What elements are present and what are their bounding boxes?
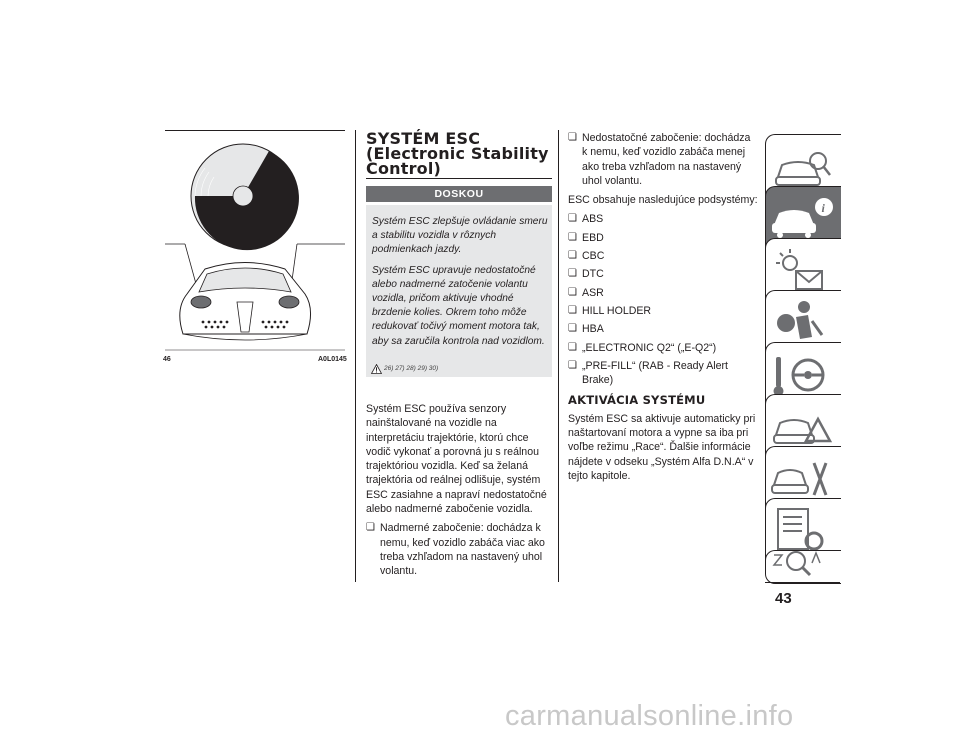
title-line-1: SYSTÉM ESC [366, 129, 481, 148]
subsystem-item: ❏ EBD [568, 231, 758, 245]
notice-paragraph-2: Systém ESC upravuje nedostatočné alebo nadmerné zatočenie volantu vozidla, pričom aktivuje vhodné brzdenie kolies. Okrem toho môže redukovať točivý moment motora tak, aby sa zaručila kontrola nad vozidlom. [372, 264, 545, 347]
subsystem-item: ❏ ASR [568, 286, 758, 300]
notice-references: 26) 27) 28) 29) 30) [384, 365, 439, 372]
figure-number: 46 [163, 356, 171, 363]
oversteer-bullet: ❏ Nadmerné zabočenie: dochádza k nemu, keď vozidlo zabáča viac ako treba vzhľadom na nastavený uhol volantu. [366, 521, 552, 578]
watermark: carmanualsonline.info [505, 700, 794, 732]
alphabet-index-icon [766, 551, 836, 583]
notice-text [372, 215, 550, 355]
subsystem-item: ❏ HILL HOLDER [568, 304, 758, 318]
esc-intro-paragraph: Systém ESC používa senzory nainštalované na vozidle na interpretáciu trajektórie, ktorú chce vodič vykonať a porovná ju s reálnou trajektóriou vozidla. Keď sa želaná trajektória od reálnej odlišuje, systém ESC zasiahne a napraví nedostatočné alebo nadmerné zabočenie vozidla. [366, 403, 547, 516]
warning-triangle-icon [371, 364, 382, 374]
title-line-3: Control) [366, 159, 442, 178]
subsystem-item: ❏ CBC [568, 249, 758, 263]
subsystem-item: ❏ „PRE-FILL“ (RAB - Ready Alert Brake) [568, 359, 758, 388]
column-divider-right [558, 130, 559, 582]
right-body [568, 131, 758, 488]
page-number: 43 [775, 590, 792, 607]
tab-index[interactable] [765, 550, 841, 584]
activation-heading: AKTIVÁCIA SYSTÉMU [568, 393, 706, 408]
activation-paragraph: Systém ESC sa aktivuje automaticky pri naštartovaní motora a vypne sa iba pri voľbe režimu „Race“. Ďalšie informácie nájdete v odseku „Systém Alfa D.N.A“ v tejto kapitole. [568, 412, 756, 482]
title-rule [366, 178, 552, 179]
section-title [366, 131, 552, 176]
subsystem-item: ❏ DTC [568, 267, 758, 281]
notice-paragraph-1: Systém ESC zlepšuje ovládanie smeru a stabilitu vozidla v rôznych podmienkach jazdy. [372, 216, 548, 256]
column-divider-left [355, 130, 356, 582]
figure-code: A0L0145 [318, 356, 347, 363]
notice-heading: DOSKOU [366, 186, 552, 202]
svg-text:i: i [821, 201, 825, 215]
title-line-2: (Electronic Stability [366, 144, 549, 163]
middle-body [366, 402, 552, 583]
figure-top-rule [165, 130, 345, 131]
subsystem-item: ❏ ABS [568, 212, 758, 226]
subsystem-item: ❏ „ELECTRONIC Q2“ („E-Q2“) [568, 341, 758, 355]
subsystem-item: ❏ HBA [568, 322, 758, 336]
car-esc-illustration [165, 134, 345, 352]
subsystems-intro: ESC obsahuje nasledujúce podsystémy: [568, 194, 758, 207]
tab-strip-bottom-rule [765, 582, 840, 583]
understeer-bullet: ❏ Nedostatočné zabočenie: dochádza k nemu, keď vozidlo zabáča menej ako treba vzhľadom na nastavený uhol volantu. [568, 131, 758, 188]
